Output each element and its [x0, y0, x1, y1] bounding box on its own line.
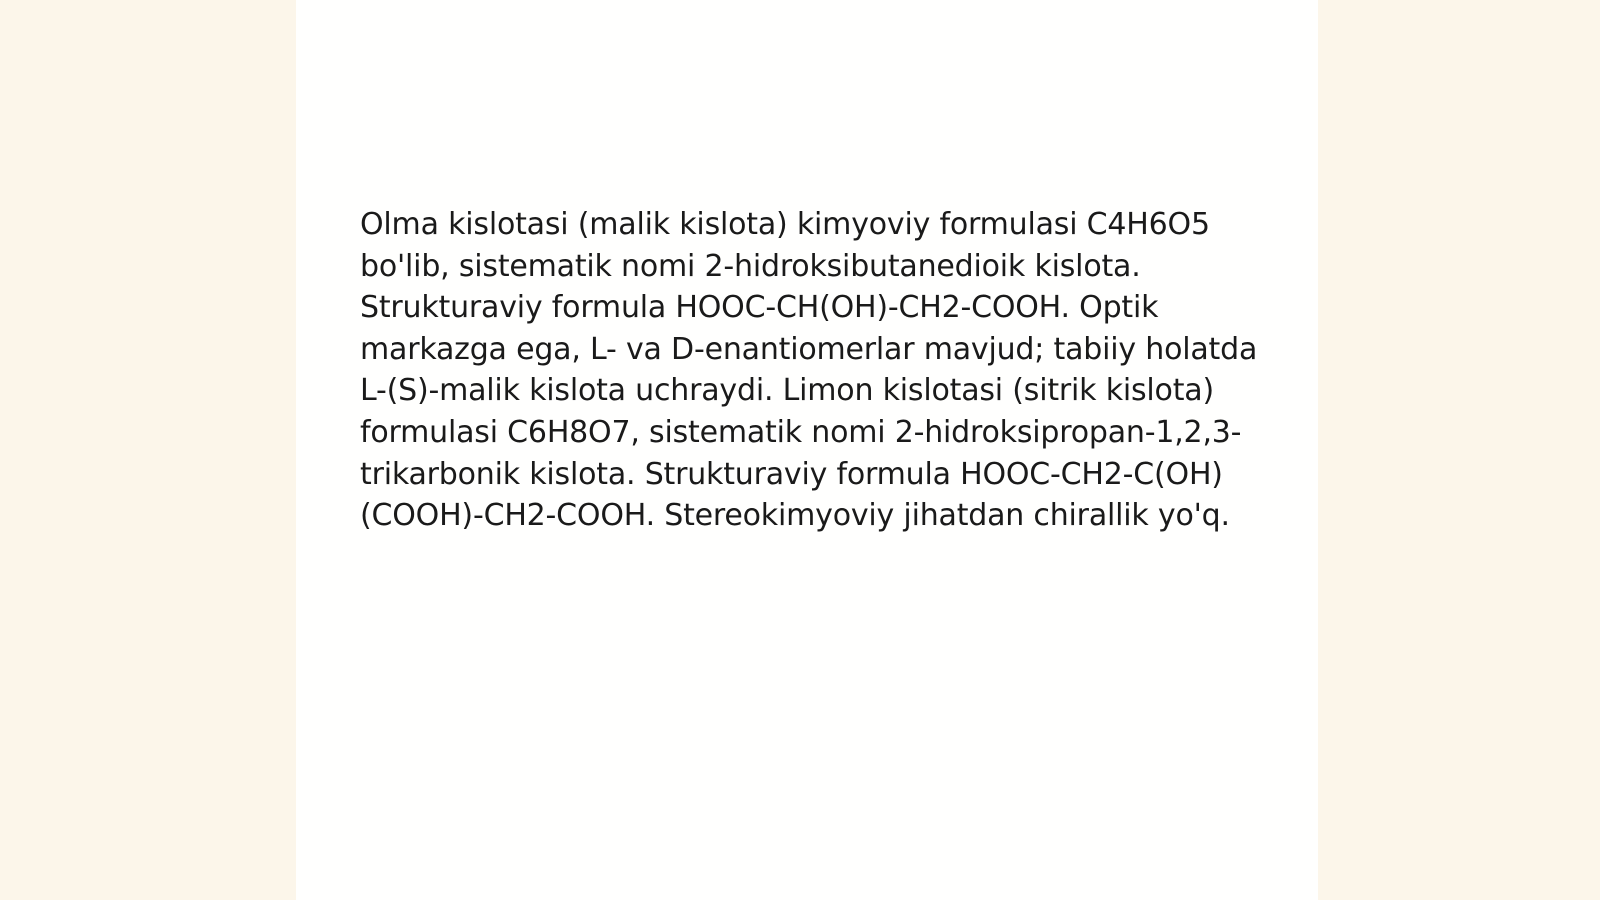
- document-page: [296, 0, 1318, 900]
- body-paragraph: Olma kislotasi (malik kislota) kimyoviy formulasi C4H6O5 bo'lib, sistematik nomi 2-hidroksibutanedioik kislota. Strukturaviy formula HOOC-CH(OH)-CH2-COOH. Optik markazga ega, L- va D-enantiomerlar mavjud; tabiiy holatda L-(S)-malik kislota uchraydi. Limon kislotasi (sitrik kislota) formulasi C6H8O7, sistematik nomi 2-hidroksipropan-1,2,3-trikarbonik kislota. Strukturaviy formula HOOC-CH2-C(OH)(COOH)-CH2-COOH. Stereokimyoviy jihatdan chirallik yo'q.: [360, 207, 1258, 534]
